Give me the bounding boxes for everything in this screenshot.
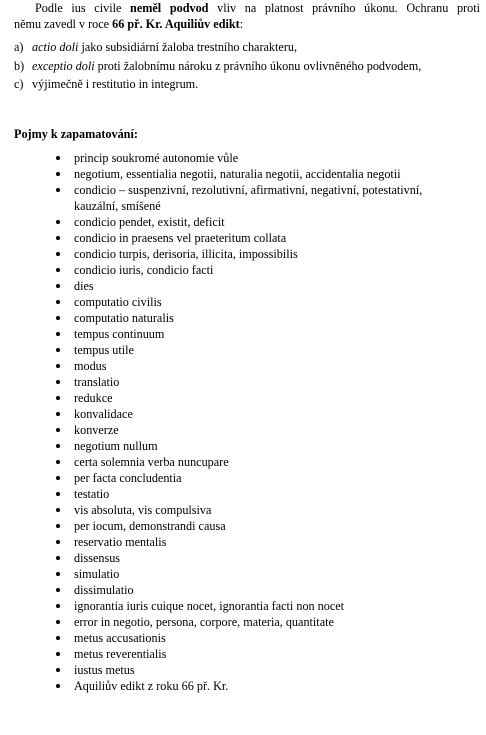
bullet-icon	[56, 252, 60, 256]
intro-text: vliv na platnost právního úkonu. Ochranu proti	[208, 1, 480, 15]
term-text: iustus metus	[74, 663, 135, 677]
remedy-term: actio doli	[32, 40, 79, 54]
term-item	[58, 518, 454, 534]
bullet-icon	[56, 476, 60, 480]
remedy-item	[14, 57, 421, 76]
bullet-icon	[56, 524, 60, 528]
bullet-icon	[56, 508, 60, 512]
bullet-icon	[56, 284, 60, 288]
term-item	[58, 230, 454, 246]
term-item	[58, 294, 454, 310]
bullet-icon	[56, 300, 60, 304]
intro-line-1	[14, 0, 480, 16]
bullet-icon	[56, 412, 60, 416]
bullet-icon	[56, 332, 60, 336]
term-item	[58, 630, 454, 646]
term-item	[58, 246, 454, 262]
term-text: princip soukromé autonomie vůle	[74, 151, 239, 165]
bullet-icon	[56, 620, 60, 624]
remedy-label: b)	[14, 58, 25, 73]
term-item	[58, 534, 454, 550]
term-item	[58, 150, 454, 166]
term-text: condicio in praesens vel praeteritum collata	[74, 231, 287, 245]
term-item	[58, 262, 454, 278]
terms-list	[58, 150, 454, 694]
remedy-label: c)	[14, 77, 24, 92]
bullet-icon	[56, 172, 60, 176]
bullet-icon	[56, 316, 60, 320]
section-heading: Pojmy k zapamatování:	[14, 127, 138, 141]
intro-text: :	[239, 17, 244, 31]
term-item	[58, 310, 454, 326]
term-item	[58, 566, 454, 582]
term-item	[58, 550, 454, 566]
bullet-icon	[56, 236, 60, 240]
remedies-list	[14, 38, 421, 94]
term-text: simulatio	[74, 567, 120, 581]
term-item	[58, 278, 454, 294]
remedy-item	[14, 75, 421, 94]
term-item	[58, 662, 454, 678]
intro-emphasis: 66 př. Kr. Aquiliův edikt	[112, 17, 240, 31]
term-item	[58, 678, 454, 694]
term-text: vis absoluta, vis compulsiva	[74, 503, 212, 517]
term-text: reservatio mentalis	[74, 535, 167, 549]
term-item	[58, 454, 454, 470]
term-text: konvalidace	[74, 407, 133, 421]
term-text: dies	[74, 279, 94, 293]
term-item	[58, 502, 454, 518]
term-item	[58, 182, 454, 214]
bullet-icon	[56, 348, 60, 352]
term-text: konverze	[74, 423, 119, 437]
bullet-icon	[56, 668, 60, 672]
term-text: condicio iuris, condicio facti	[74, 263, 214, 277]
term-item	[58, 582, 454, 598]
term-text: tempus utile	[74, 343, 134, 357]
term-item	[58, 598, 454, 614]
bullet-icon	[56, 380, 60, 384]
bullet-icon	[56, 460, 60, 464]
term-item	[58, 438, 454, 454]
intro-text: Podle ius civile	[35, 1, 131, 15]
term-item	[58, 166, 454, 182]
term-text: negotium nullum	[74, 439, 158, 453]
term-item	[58, 342, 454, 358]
term-text: metus reverentialis	[74, 647, 167, 661]
term-item	[58, 422, 454, 438]
term-text: condicio pendet, existit, deficit	[74, 215, 225, 229]
term-item	[58, 406, 454, 422]
bullet-icon	[56, 588, 60, 592]
term-text: computatio naturalis	[74, 311, 174, 325]
term-text: modus	[74, 359, 107, 373]
bullet-icon	[56, 428, 60, 432]
bullet-icon	[56, 556, 60, 560]
intro-emphasis: neměl podvod	[130, 1, 209, 15]
term-text: per facta concludentia	[74, 471, 182, 485]
term-text: per iocum, demonstrandi causa	[74, 519, 226, 533]
term-text: dissimulatio	[74, 583, 134, 597]
remedy-text: jako subsidiární žaloba trestního charakteru,	[78, 40, 298, 54]
term-text: dissensus	[74, 551, 121, 565]
term-item	[58, 470, 454, 486]
bullet-icon	[56, 396, 60, 400]
bullet-icon	[56, 684, 60, 688]
remedy-text: proti žalobnímu nároku z právního úkonu ovlivněného podvodem,	[94, 58, 422, 73]
term-item	[58, 326, 454, 342]
term-text: tempus continuum	[74, 327, 165, 341]
remedy-text: výjimečně i restitutio in integrum.	[32, 77, 199, 92]
intro-paragraph	[14, 0, 480, 32]
term-text: negotium, essentialia negotii, naturalia negotii, accidentalia negotii	[74, 167, 401, 181]
term-item	[58, 390, 454, 406]
bullet-icon	[56, 540, 60, 544]
bullet-icon	[56, 636, 60, 640]
bullet-icon	[56, 188, 60, 192]
term-text: error in negotio, persona, corpore, materia, quantitate	[74, 615, 334, 629]
term-text: computatio civilis	[74, 295, 162, 309]
bullet-icon	[56, 444, 60, 448]
bullet-icon	[56, 492, 60, 496]
term-item	[58, 214, 454, 230]
intro-line-2	[14, 16, 480, 32]
term-text: ignorantia iuris cuique nocet, ignorantia facti non nocet	[74, 599, 345, 613]
term-text: Aquiliův edikt z roku 66 př. Kr.	[74, 679, 229, 693]
intro-text: němu zavedl v roce	[14, 17, 113, 31]
bullet-icon	[56, 268, 60, 272]
term-text: metus accusationis	[74, 631, 166, 645]
bullet-icon	[56, 364, 60, 368]
remedy-item	[14, 38, 421, 57]
remedy-term: exceptio doli	[32, 58, 95, 73]
term-text: condicio turpis, derisoria, illicita, impossibilis	[74, 247, 298, 261]
term-item	[58, 646, 454, 662]
term-item	[58, 358, 454, 374]
bullet-icon	[56, 220, 60, 224]
bullet-icon	[56, 652, 60, 656]
term-text: redukce	[74, 391, 113, 405]
bullet-icon	[56, 572, 60, 576]
term-text: certa solemnia verba nuncupare	[74, 455, 229, 469]
bullet-icon	[56, 604, 60, 608]
term-item	[58, 374, 454, 390]
term-text: translatio	[74, 375, 120, 389]
remedy-label: a)	[14, 40, 24, 54]
bullet-icon	[56, 156, 60, 160]
term-item	[58, 486, 454, 502]
term-text: condicio – suspenzivní, rezolutivní, afirmativní, negativní, potestativní, kauzální, smíšené	[74, 183, 423, 213]
term-item	[58, 614, 454, 630]
term-text: testatio	[74, 487, 110, 501]
